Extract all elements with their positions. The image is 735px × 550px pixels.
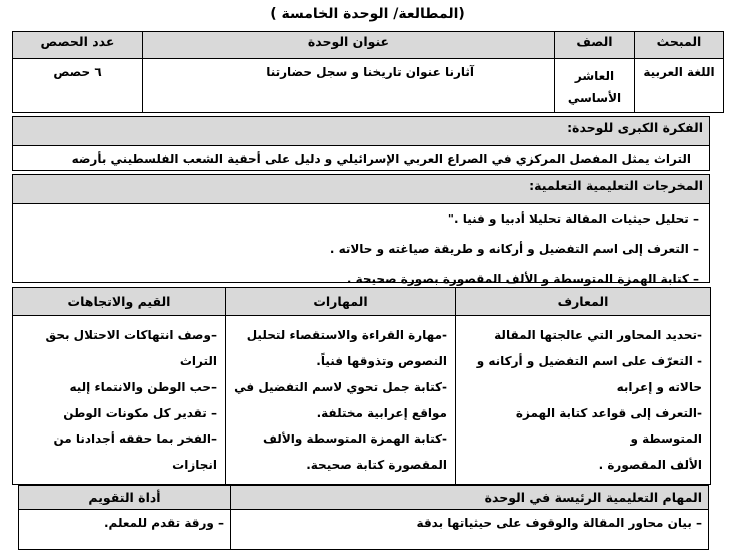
skills-column <box>226 316 456 485</box>
grade-line-2: الأساسي <box>567 91 622 105</box>
skills-line: -مهارة القراءة والاستقصاء لتحليل <box>246 328 447 342</box>
knowledge-heading: المعارف <box>456 288 711 316</box>
tasks-assessment-table <box>18 485 709 550</box>
skills-heading: المهارات <box>226 288 456 316</box>
big-idea-box <box>12 116 710 171</box>
outcome-item-3: – كتابة الهمزة المتوسطة و الألف المقصورة بصورة صحيحة . <box>346 272 699 286</box>
unit-title-value: آثارنا عنوان تاريخنا و سجل حضارتنا <box>143 59 555 113</box>
task-item: – بيان محاور المقالة والوقوف على حيثياتها بدقة <box>231 510 709 550</box>
outcome-item-2: – التعرف إلى اسم التفضيل و أركانه و طريقة صياغته و حالاته . <box>329 242 699 256</box>
page-title: (المطالعة/ الوحدة الخامسة ) <box>270 6 465 22</box>
skills-line: المقصورة كتابة صحيحة. <box>306 458 447 472</box>
skills-line: النصوص وتذوقها فنياً. <box>316 354 447 368</box>
values-line: –الفخر بما حققه أجدادنا من انجازات <box>53 432 217 472</box>
big-idea-heading: الفكرة الكبرى للوحدة: <box>13 117 709 146</box>
subject-value: اللغة العربية <box>635 59 724 113</box>
knowledge-line: - التعرّف على اسم التفضيل و أركانه و <box>476 354 702 368</box>
outcome-item-1: – تحليل حيثيات المقالة تحليلا أدبيا و فنيا ." <box>447 212 699 226</box>
outcomes-heading: المخرجات التعليمية التعلمية: <box>13 175 709 204</box>
knowledge-line: -التعرف إلى قواعد كتابة الهمزة المتوسطة و <box>515 406 702 446</box>
values-line: – تقدير كل مكونات الوطن <box>63 406 217 420</box>
values-heading: القيم والاتجاهات <box>13 288 226 316</box>
knowledge-line: -تحديد المحاور التي عالجتها المقالة <box>494 328 702 342</box>
grade-line-1: العاشر <box>574 69 615 83</box>
skills-line: -كتابة الهمزة المتوسطة والألف <box>263 432 447 446</box>
periods-value: ٦ حصص <box>13 59 143 113</box>
knowledge-line: حالاته و إعرابه <box>616 380 702 394</box>
knowledge-column <box>456 316 711 485</box>
header-subject: المبحث <box>635 32 724 59</box>
values-line: –حب الوطن والانتماء إليه <box>69 380 217 394</box>
skills-line: مواقع إعرابية مختلفة. <box>316 406 447 420</box>
knowledge-line: الألف المقصورة . <box>598 458 702 472</box>
header-unit-title: عنوان الوحدة <box>143 32 555 59</box>
values-line: –وصف انتهاكات الاحتلال بحق التراث <box>45 328 217 368</box>
grade-value <box>555 59 635 113</box>
header-grade: الصف <box>555 32 635 59</box>
assessment-heading: أداة التقويم <box>19 486 231 510</box>
big-idea-text: التراث يمثل المفصل المركزي في الصراع العربي الإسرائيلي و دليل على أحقية الشعب الفلسطيني بأرضه <box>71 152 691 166</box>
values-column <box>13 316 226 485</box>
tasks-heading: المهام التعليمية الرئيسة في الوحدة <box>231 486 709 510</box>
skills-line: -كتابة جمل تحوي لاسم التفضيل في <box>234 380 447 394</box>
outcomes-box <box>12 174 710 286</box>
assessment-item: – ورقة تقدم للمعلم. <box>19 510 231 550</box>
unit-info-table <box>12 31 724 113</box>
header-periods: عدد الحصص <box>13 32 143 59</box>
knowledge-skills-values-table <box>12 287 711 485</box>
